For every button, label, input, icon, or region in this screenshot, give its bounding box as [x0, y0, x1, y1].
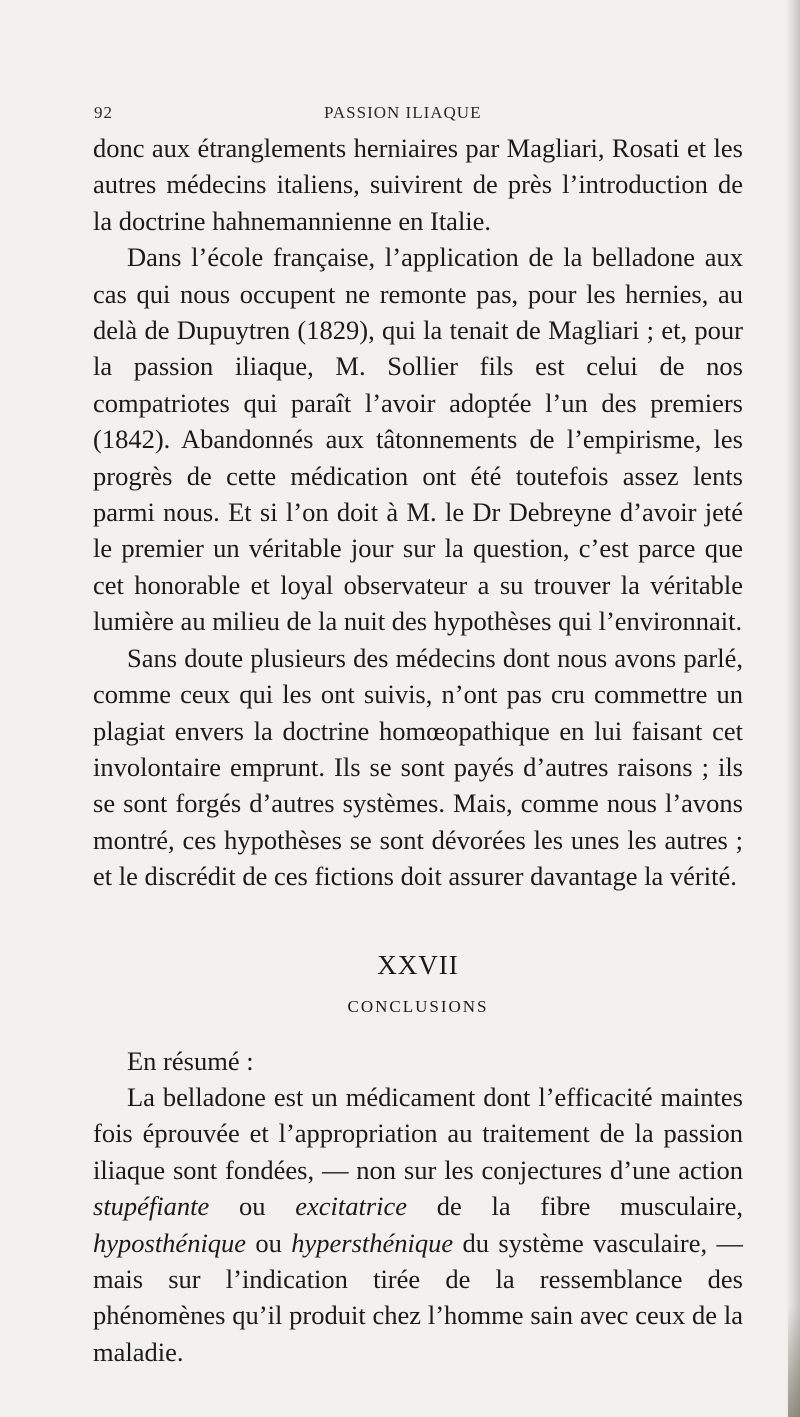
- conclusion-text-5: du système vasculaire, — mais sur l’indication tirée de la ressemblance des phénomènes qu’il produit chez l’homme sain avec ceux de la maladie.: [93, 1227, 743, 1367]
- chapter-number: XXVII: [377, 949, 459, 980]
- running-title: PASSION ILIAQUE: [324, 103, 482, 122]
- page-corner-stain: [788, 1307, 800, 1417]
- page-edge-shadow: [786, 0, 800, 1417]
- paragraph-3: Sans doute plusieurs des médecins dont nous avons parlé, comme ceux qui les ont suivis, n’ont pas cru commettre un plagiat envers la doctrine homœopathique en lui faisant cet involontaire emprunt. Ils se sont payés d’autres raisons ; ils se sont forgés d’autres systèmes. Mais, comme nous l’avons montré, ces hypothèses se sont dévorées les unes les autres ; et le discrédit de ces fictions doit assurer davantage la vérité.: [93, 642, 743, 892]
- conclusion-text-3: de la fibre musculaire,: [407, 1191, 744, 1222]
- conclusion-italic-1: stupéfiante: [93, 1191, 210, 1222]
- summary-lead: En résumé :: [127, 1045, 254, 1076]
- running-header: [94, 103, 734, 127]
- paragraph-1: donc aux étranglements herniaires par Magliari, Rosati et les autres médecins italiens, suivirent de près l’introduction de la doctrine hahnemannienne en Italie.: [93, 133, 743, 236]
- conclusion-text-2: ou: [209, 1191, 296, 1222]
- conclusion-italic-3: hyposthénique: [93, 1227, 247, 1258]
- page-number: 92: [94, 103, 113, 122]
- conclusion-text-1: La belladone est un médicament dont l’efficacité maintes fois éprouvée et l’appropriation au traitement de la passion iliaque sont fondées, — non sur les conjectures d’une action: [93, 1081, 743, 1185]
- chapter-title: CONCLUSIONS: [347, 996, 489, 1016]
- conclusion-italic-2: excitatrice: [295, 1191, 408, 1222]
- body-text: [93, 130, 743, 1370]
- paragraph-2: Dans l’école française, l’application de la belladone aux cas qui nous occupent ne remonte pas, pour les hernies, au delà de Dupuytren (1829), qui la tenait de Magliari ; et, pour la passion iliaque, M. Sollier fils est celui de nos compatriotes qui paraît l’avoir adoptée l’un des premiers (1842). Abandonnés aux tâtonnements de l’empirisme, les progrès de cette médication ont été toutefois assez lents parmi nous. Et si l’on doit à M. le Dr Debreyne d’avoir jeté le premier un véritable jour sur la question, c’est parce que cet honorable et loyal observateur a su trouver la véritable lumière au milieu de la nuit des hypothèses qui l’environnait.: [93, 242, 743, 637]
- conclusion-paragraph: [93, 1079, 743, 1370]
- conclusion-italic-4: hypersthénique: [291, 1227, 454, 1258]
- conclusion-text-4: ou: [246, 1227, 292, 1258]
